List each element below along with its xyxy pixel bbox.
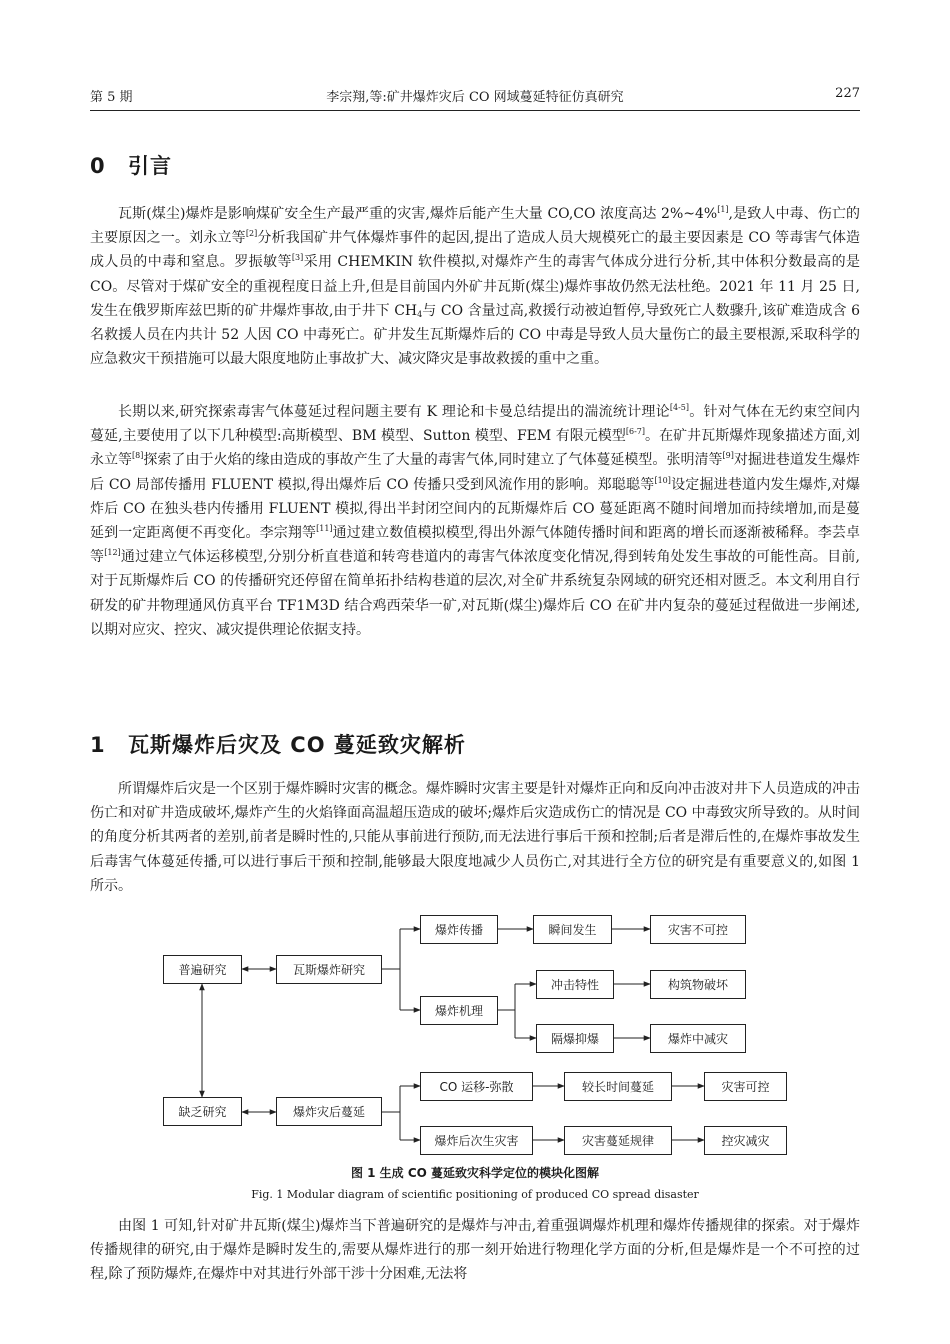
figure-1-caption-cn: 图 1 生成 CO 蔓延致灾科学定位的模块化图解	[350, 1166, 600, 1180]
node-lacking-research: 缺乏研究	[163, 1097, 242, 1126]
section-0-heading	[90, 150, 172, 180]
node-explosion-propagation: 爆炸传播	[420, 915, 498, 944]
running-title: 李宗翔,等:矿井爆炸灾后 CO 网域蔓延特征仿真研究	[326, 90, 624, 105]
citation-ref[interactable]: [2]	[245, 229, 258, 239]
citation-ref[interactable]: [12]	[104, 548, 121, 558]
citation-ref[interactable]: [6-7]	[625, 427, 645, 437]
node-impact-characteristics: 冲击特性	[536, 970, 614, 999]
citation-ref[interactable]: [9]	[722, 451, 734, 461]
section-1-heading	[90, 729, 466, 759]
citation-ref[interactable]: [8]	[132, 451, 144, 461]
issue-number: 第 5 期	[90, 90, 133, 105]
section-0-number: 0	[90, 154, 106, 178]
node-in-explosion-reduction: 爆炸中减灾	[650, 1024, 746, 1053]
citation-ref[interactable]: [10]	[654, 475, 671, 485]
node-explosion-suppression: 隔爆抑爆	[536, 1024, 614, 1053]
citation-ref[interactable]: [3]	[291, 253, 304, 263]
section-0-title: 引言	[128, 154, 172, 178]
node-long-time-spread: 较长时间蔓延	[564, 1072, 672, 1101]
page-number: 227	[835, 86, 860, 101]
intro-paragraph-1: 瓦斯(煤尘)爆炸是影响煤矿安全生产最严重的灾害,爆炸后能产生大量 CO,CO 浓度高达 2%~4%[1],是致人中毒、伤亡的主要原因之一。刘永立等[2]分析我国矿井气体爆炸事件的起因,提出了造成人员大规模死亡的最主要因素是 CO 等毒害气体造成人员的中毒和窒息。罗振敏等[3]采用 CHEMKIN 软件模拟,对爆炸产生的毒害气体成分进行分析,其中体积分数最高的是 CO。尽管对于煤矿安全的重视程度日益上升,但是目前国内外矿井瓦斯(煤尘)爆炸事故仍然无法杜绝。2021 年 11 月 25 日,发生在俄罗斯库兹巴斯的矿井爆炸事故,由于井下 $CH_4$与 CO 含量过高,救援行动被迫暂停,导致死亡人数骤升,该矿难造成含 6 名救援人员在内共计 52 人因 CO 中毒死亡。矿井发生瓦斯爆炸后的 CO 中毒是导致人员大量伤亡的最主要根源,采取科学的应急救灾干预措施可以最大限度地防止事故扩大、减灾降灾是事故救援的重中之重。	[90, 205, 861, 368]
node-explosion-mechanism: 爆炸机理	[420, 996, 498, 1025]
node-uncontrollable-disaster: 灾害不可控	[650, 915, 746, 944]
node-post-explosion-spread: 爆炸灾后蔓延	[276, 1097, 382, 1126]
node-co-migration-dispersion: CO 运移-弥散	[420, 1072, 533, 1101]
figure-1-caption-en: Fig. 1 Modular diagram of scientific positioning of produced CO spread disaster	[251, 1188, 699, 1201]
node-controllable-disaster: 灾害可控	[704, 1072, 787, 1101]
node-secondary-disaster: 爆炸后次生灾害	[420, 1126, 533, 1155]
section-1-paragraph-2: 由图 1 可知,针对矿井瓦斯(煤尘)爆炸当下普遍研究的是爆炸与冲击,着重强调爆炸机理和爆炸传播规律的探索。对于爆炸传播规律的研究,由于爆炸是瞬时发生的,需要从爆炸进行的那一刻开始进行物理化学方面的分析,但是爆炸是一个不可控的过程,除了预防爆炸,在爆炸中对其进行外部干涉十分困难,无法将	[90, 1218, 860, 1283]
header-rule	[90, 110, 860, 111]
citation-ref[interactable]: [1]	[717, 205, 729, 214]
citation-ref[interactable]: [11]	[316, 524, 333, 534]
intro-paragraph-2: 长期以来,研究探索毒害气体蔓延过程问题主要有 K 理论和卡曼总结提出的湍流统计理论[4-5]。针对气体在无约束空间内蔓延,主要使用了以下几种模型:高斯模型、BM 模型、Sutton 模型、FEM 有限元模型[6-7]。在矿井瓦斯爆炸现象描述方面,刘永立等[8]探索了由于火焰的缘由造成的事故产生了大量的毒害气体,同时建立了气体蔓延模型。张明清等[9]对掘进巷道发生爆炸后 CO 局部传播用 FLUENT 模拟,得出爆炸后 CO 传播只受到风流作用的影响。郑聪聪等[10]设定掘进巷道内发生爆炸,对爆炸后 CO 在独头巷内传播用 FLUENT 模拟,得出半封闭空间内的瓦斯爆炸后 CO 蔓延距离不随时间增加而持续增加,而是蔓延到一定距离便不再变化。李宗翔等[11]通过建立数值模拟模型,得出外源气体随传播时间和距离的增长而逐渐被稀释。李芸卓等[12]通过建立气体运移模型,分别分析直巷道和转弯巷道内的毒害气体浓度变化情况,得到转角处发生事故的可能性高。目前,对于瓦斯爆炸后 CO 的传播研究还停留在简单拓扑结构巷道的层次,对全矿井系统复杂网域的研究还相对匮乏。本文利用自行研发的矿井物理通风仿真平台 TF1M3D 结合鸡西荣华一矿,对瓦斯(煤尘)爆炸后 CO 在矿井内复杂的蔓延过程做进一步阐述,以期对应灾、控灾、减灾提供理论依据支持。	[90, 403, 861, 638]
node-gas-explosion-research: 瓦斯爆炸研究	[276, 955, 382, 984]
node-structure-damage: 构筑物破坏	[650, 970, 746, 999]
node-control-reduction: 控灾减灾	[704, 1126, 787, 1155]
running-header	[90, 86, 860, 110]
node-common-research: 普遍研究	[163, 955, 242, 984]
section-1-number: 1	[90, 733, 106, 757]
section-1-paragraph-1: 所谓爆炸后灾是一个区别于爆炸瞬时灾害的概念。爆炸瞬时灾害主要是针对爆炸正向和反向冲击波对井下人员造成的冲击伤亡和对矿井造成破坏,爆炸产生的火焰锋面高温超压造成的破坏;爆炸后灾造成伤亡的情况是 CO 中毒致灾所导致的。从时间的角度分析其两者的差别,前者是瞬时性的,只能从事前进行预防,而无法进行事后干预和控制;后者是滞后性的,在爆炸事故发生后毒害气体蔓延传播,可以进行事后干预和控制,能够最大限度地减少人员伤亡,对其进行全方位的研究是有重要意义的,如图 1 所示。	[90, 781, 860, 894]
citation-ref[interactable]: [4-5]	[669, 403, 689, 412]
section-1-title: 瓦斯爆炸后灾及 CO 蔓延致灾解析	[128, 733, 466, 757]
node-instant-occurrence: 瞬间发生	[533, 915, 612, 944]
node-spread-law: 灾害蔓延规律	[564, 1126, 672, 1155]
